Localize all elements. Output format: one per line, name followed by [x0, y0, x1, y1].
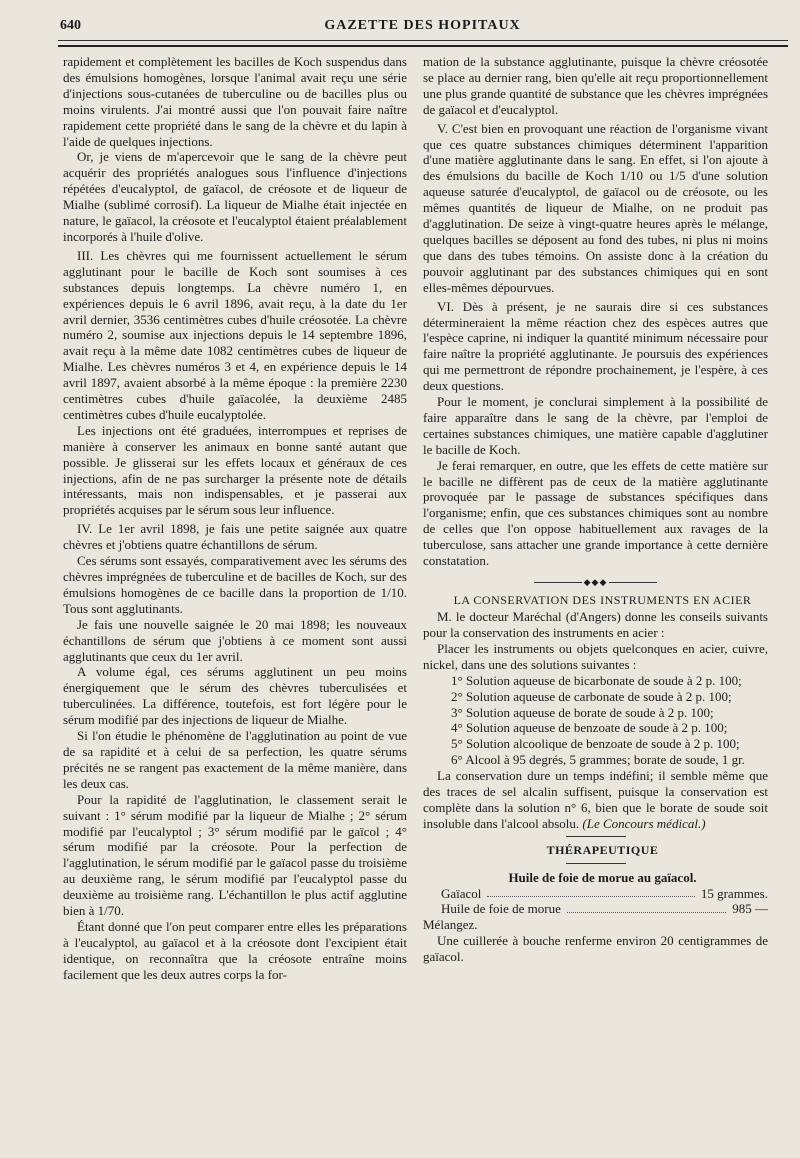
header-rule-thin: [58, 40, 788, 41]
paragraph: V. C'est bien en provoquant une réaction de l'organisme vivant que ces quatre substances chimiques déterminent l'apparition d'une matière agglutinante dans le sang. En effet, si l'on ajoute à des émulsions du bacille de Koch 1/10 ou 1/5 d'une solution aqueuse saturée d'eucalyptol, de gaïacol ou de créosote, ou les mêmes quantités de liqueur de Mialhe, on ne produit pas d'agglutination. De seize à vingt-quatre heures après le mélange, quelques bacilles se déposent au fond des tubes, ni plus ni moins que dans des tubes témoins. On assiste donc à la création du pouvoir agglutinant par des substances chimiques qui en sont elles-mêmes dépourvues.: [423, 120, 768, 295]
paragraph: Pour le moment, je conclurai simplement à la possibilité de faire apparaître dans le sang de la chèvre, par l'emploi de certaines substances chimiques, une matière capable d'agglutiner le bacille de Koch.: [423, 394, 768, 457]
paragraph: VI. Dès à présent, je ne saurais dire si ces substances détermineraient la même réaction chez des espèces autres que l'espèce caprine, ni indiquer la quantité minimum nécessaire pour faire naître la propriété agglutinante. Je poursuis des expériences qui me permettront de répondre prochainement, je l'espère, à ces deux questions.: [423, 298, 768, 394]
list-item: 6° Alcool à 95 degrés, 5 grammes; borate de soude, 1 gr.: [451, 752, 746, 768]
dot-leader: [567, 901, 726, 913]
left-column: [63, 54, 407, 983]
section-divider-short: [566, 863, 626, 864]
recipe-row: [423, 901, 768, 917]
source-citation: (Le Concours médical.): [582, 815, 706, 831]
solutions-list: [423, 673, 768, 768]
header-rule-thick: [58, 45, 788, 47]
recipe-row: [423, 886, 768, 902]
page-number: 640: [60, 18, 81, 33]
recipe-title: Huile de foie de morue au gaïacol.: [508, 869, 697, 885]
recipe-quantity: 15 grammes.: [700, 885, 768, 901]
page-header: [60, 18, 785, 38]
recipe-quantity: 985 —: [732, 901, 768, 917]
recipe-ingredient: Huile de foie de morue: [441, 901, 561, 917]
recipe-instruction: Mélangez.: [423, 917, 478, 933]
paragraph: mation de la substance agglutinante, puisque la chèvre créosotée se place au dernier rang, bien qu'elle ait reçu proportionnellement une plus grande quantité de substance que les chèvres imprégnées de gaïacol et d'eucalyptol.: [423, 54, 768, 117]
paragraph: [423, 768, 768, 832]
list-item: 1° Solution aqueuse de bicarbonate de soude à 2 p. 100;: [451, 672, 742, 688]
paragraph: Placer les instruments ou objets quelconques en acier, cuivre, nickel, dans une des solutions suivantes :: [423, 640, 768, 672]
section-title-steel-instruments: LA CONSERVATION DES INSTRUMENTS EN ACIER: [453, 593, 752, 608]
section-divider: ◆◆◆: [423, 575, 768, 591]
paragraph: III. Les chèvres qui me fournissent actuellement le sérum agglutinant pour le bacille de Koch sont soumises à ces substances depuis longtemps. La chèvre numéro 1, en expériences depuis le 6 avril 1896, avait reçu, à la date du 1er avril dernier, 3536 centimètres cubes d'huile créosotée. La chèvre numéro 2, soumise aux injections depuis le 14 septembre 1896, avait reçu à la même date 1082 centimètres cubes de liqueur de Mialhe. Les chèvres numéros 3 et 4, en expérience depuis le 14 avril 1897, avaient absorbé à la même époque : la première 2230 centimètres cubes d'huile gaïacolée, la deuxième 2485 centimètres cubes d'huile eucalyptolée.: [63, 247, 407, 422]
paragraph: rapidement et complètement les bacilles de Koch suspendus dans des émulsions homogènes, lorsque l'animal avait reçu une série d'injections sous-cutanées de tuberculine ou de bacilles plus ou moins virulents. J'ai montré aussi que l'on pouvait faire naître rapidement cette propriété dans le sang de la chèvre et du lapin à l'aide de quelques injections.: [63, 54, 407, 149]
paragraph: Je fais une nouvelle saignée le 20 mai 1898; les nouveaux échantillons de sérum que j'obtiens à ce moment sont aussi agglutinants que ceux du 1er avril.: [63, 616, 407, 664]
section-title-therapeutics: THÉRAPEUTIQUE: [546, 842, 659, 857]
right-column: [423, 54, 768, 965]
paragraph: Si l'on étudie le phénomène de l'agglutination au point de vue de sa rapidité et à celui de sa perfection, les quatre sérums précités ne se rangent pas exactement de la même manière, dans les deux cas.: [63, 728, 407, 791]
list-item: 2° Solution aqueuse de carbonate de soude à 2 p. 100;: [451, 688, 732, 704]
paragraph: IV. Le 1er avril 1898, je fais une petite saignée aux quatre chèvres et j'obtiens quatre échantillons de sérum.: [63, 521, 407, 553]
recipe-ingredient: Gaïacol: [441, 885, 482, 901]
paragraph: Les injections ont été graduées, interrompues et reprises de manière à conserver les animaux en bonne santé autant que possible. Je glisserai sur les effets locaux et généraux de ces injections, afin de ne pas surcharger la présente note de détails intéressants, mais non indispensables, et je passerai aux propriétés acquises par le sérum sous leur influence.: [63, 422, 407, 518]
dot-leader: [487, 886, 694, 898]
paragraph: A volume égal, ces sérums agglutinent un peu moins énergiquement que le sérum des chèvres tuberculisées et tuberculinées. La différence, toutefois, est fort légère pour le sérum modifié par des injections de liqueur de Mialhe.: [63, 664, 407, 728]
paragraph: M. le docteur Maréchal (d'Angers) donne les conseils suivants pour la conservation des instruments en acier :: [423, 609, 768, 640]
list-item: 4° Solution aqueuse de benzoate de soude à 2 p. 100;: [451, 720, 728, 736]
paragraph: Je ferai remarquer, en outre, que les effets de cette matière sur le bacille ne diffèrent pas de ceux de la matière agglutinante provoquée par le passage de substances spécifiques dans l'organisme; enfin, que ces substances chimiques sont au nombre de celles que l'on oppose habituellement aux ravages de la tuberculose, sans attacher une grande importance à cette dernière constatation.: [423, 457, 768, 569]
list-item: 5° Solution alcoolique de benzoate de soude à 2 p. 100;: [451, 736, 740, 752]
closing-text: La conservation dure un temps indéfini; il semble même que des traces de sel alcalin suffisent, puisque la conservation est complète dans la solution n° 6, bien que le borate de soude soit insoluble dans l'alcool absolu.: [423, 768, 768, 831]
paragraph: Or, je viens de m'apercevoir que le sang de la chèvre peut acquérir des propriétés analogues sous l'influence d'injections répétées d'eucalyptol, de gaïacol, de créosote et de liqueur de Mialhe (sublimé corrosif). La liqueur de Mialhe était injectée en nature, le gaïacol, la créosote et l'eucalyptol étaient préalablement incorporés à l'huile d'olive.: [63, 149, 407, 244]
paragraph: Pour la rapidité de l'agglutination, le classement serait le suivant : 1° sérum modifié par la liqueur de Mialhe ; 2° sérum modifié par l'eucalyptol ; 3° sérum modifié par le gaïcol ; 4° sérum modifié par la créosote. Pour la perfection de l'agglutination, le sérum modifié par le gaïacol passe du troisième au deuxième rang, le sérum modifié par l'eucalyptol passe du deuxième au troisième rang. L'échantillon le plus actif agglutine bien à 1/70.: [63, 791, 407, 919]
paragraph: Étant donné que l'on peut comparer entre elles les préparations à l'eucalyptol, au gaïacol et à la créosote dont l'excipient était identique, on reconnaîtra que la créosote entraîne moins facilement que les deux autres corps la for-: [63, 918, 407, 982]
recipe-note: Une cuillerée à bouche renferme environ 20 centigrammes de gaïacol.: [423, 933, 768, 965]
list-item: 3° Solution aqueuse de borate de soude à 2 p. 100;: [451, 704, 714, 720]
running-title: GAZETTE DES HOPITAUX: [324, 18, 521, 33]
paragraph: Ces sérums sont essayés, comparativement avec les sérums des chèvres imprégnées de tuberculine et de bacilles de Koch, sur des émulsions homogènes de ce bacille dans la proportion de 1/10. Tous sont agglutinants.: [63, 553, 407, 616]
section-divider-short: [566, 836, 626, 837]
